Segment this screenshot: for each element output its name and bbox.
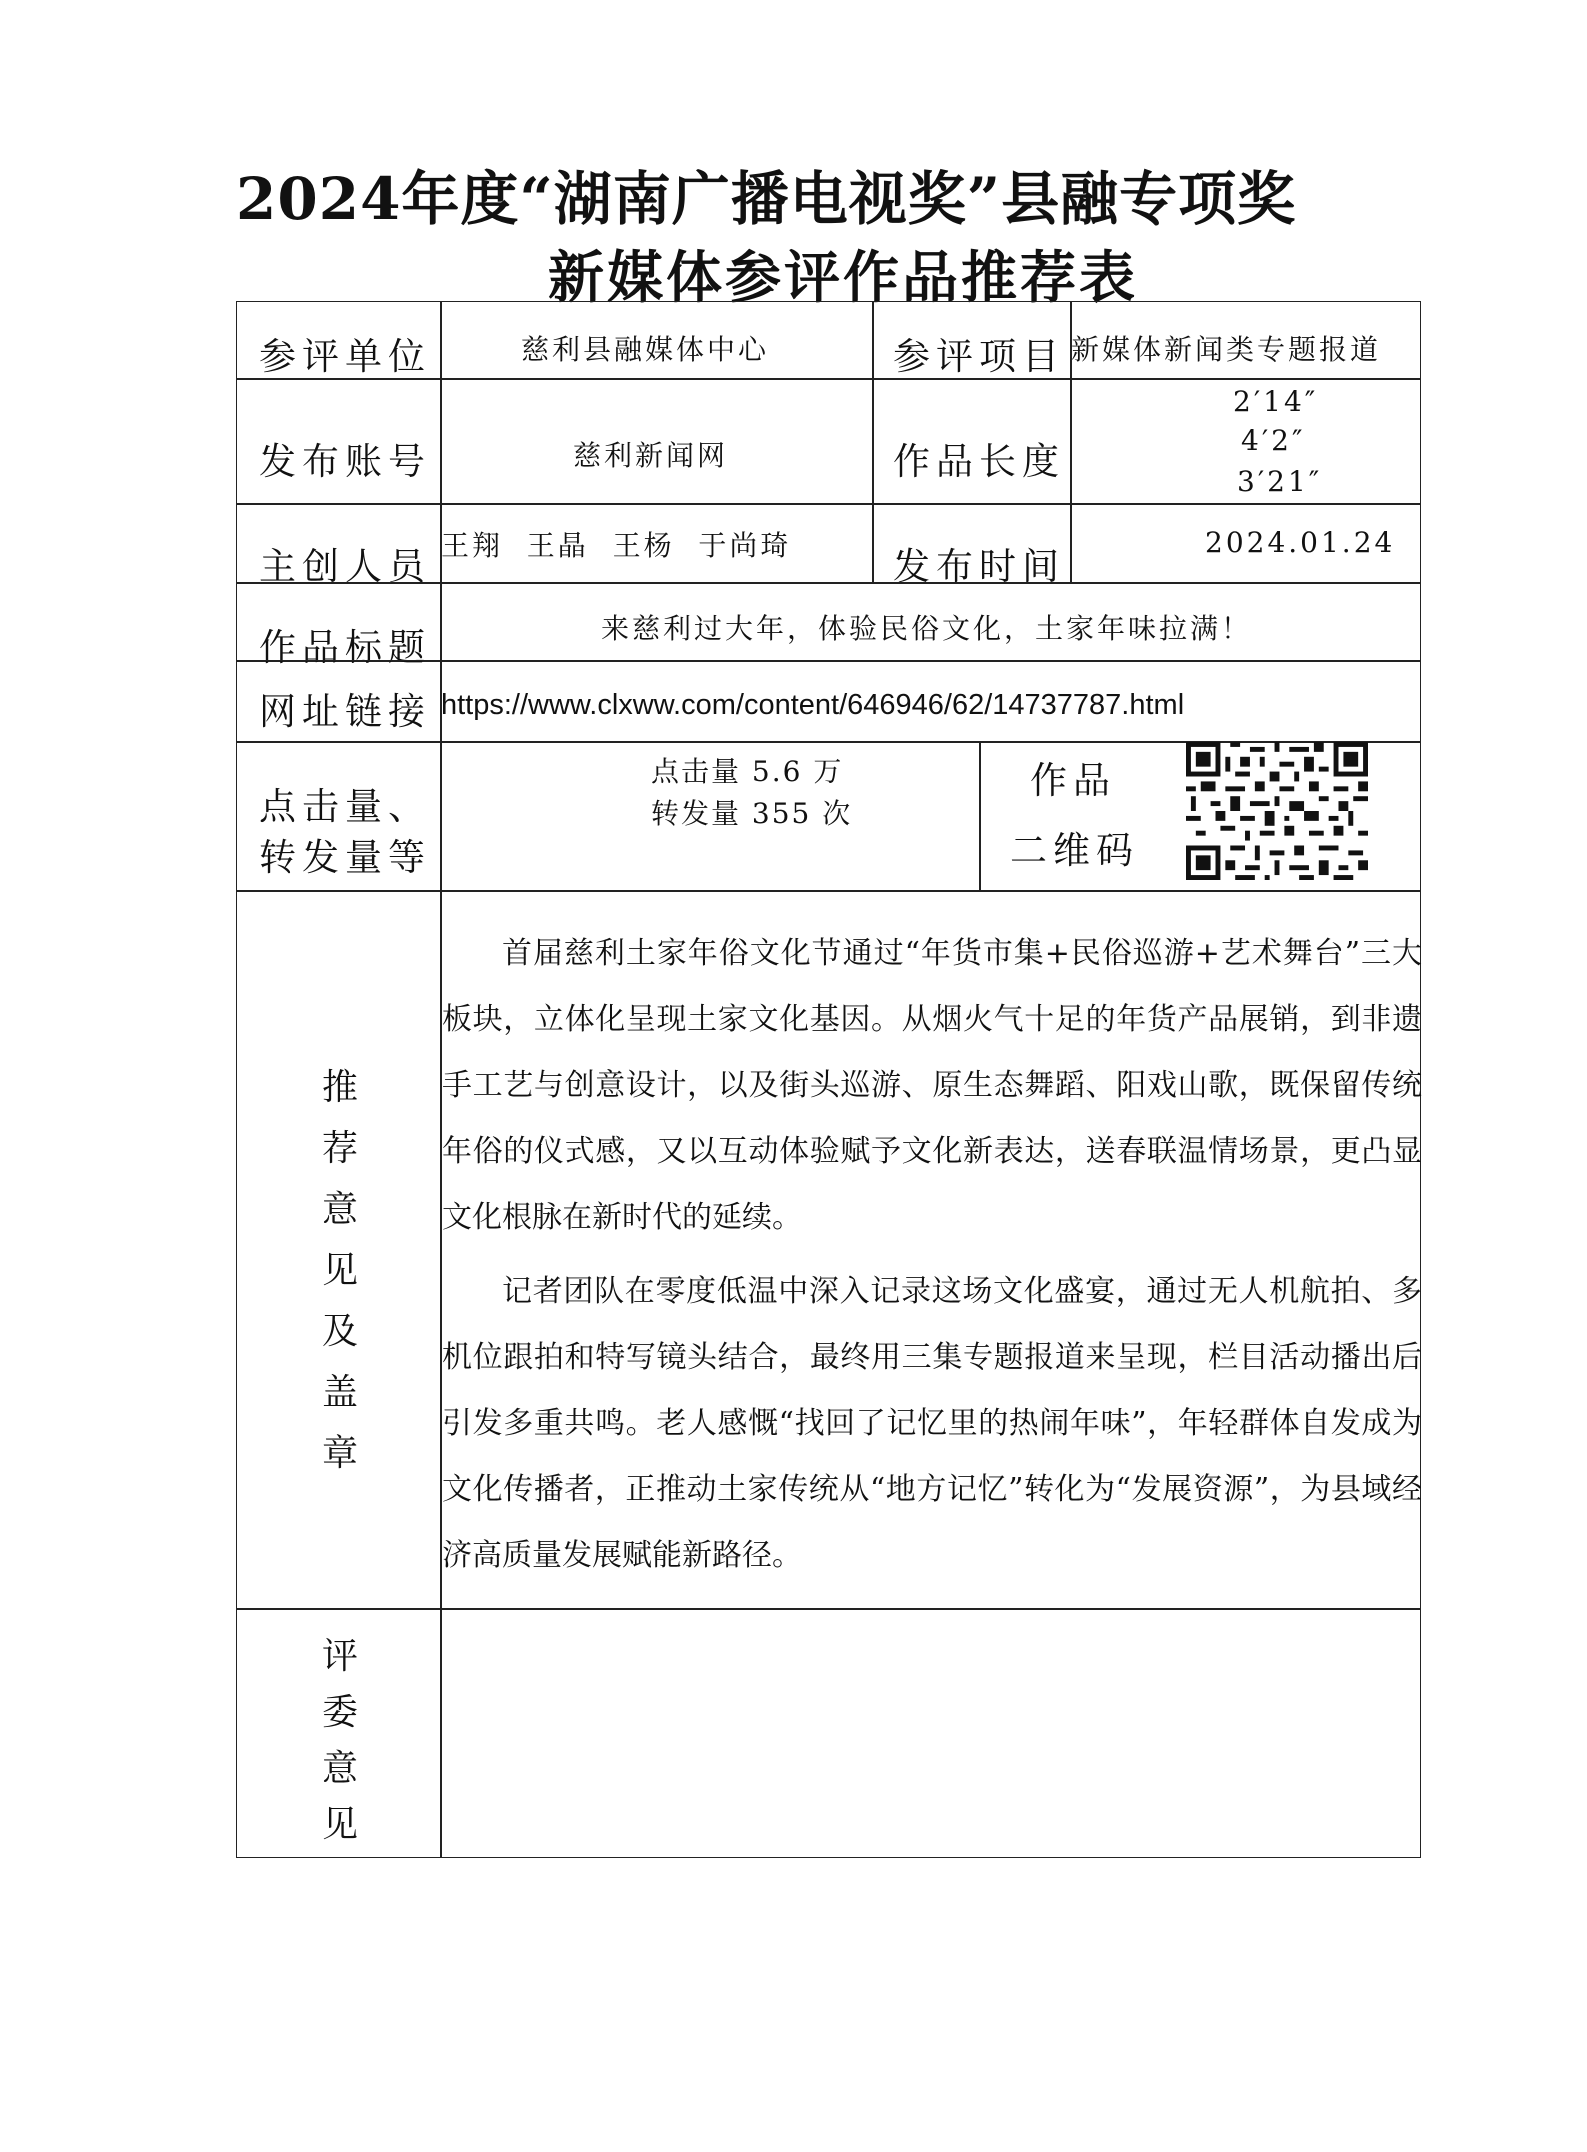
recommend-paragraph-2: 记者团队在零度低温中深入记录这场文化盛宴，通过无人机航拍、多机位跟拍和特写镜头结合，最终用三集专题报道来呈现，栏目活动播出后引发多重共鸣。老人感慨“找回了记忆里的热闹年味”，年轻群体自发成为文化传播者，正推动土家传统从“地方记忆”转化为“发展资源”，为县域经济高质量发展赋能新路径。 xyxy=(442,1274,1422,1573)
project-value-cell xyxy=(1070,301,1421,380)
title-label-cell xyxy=(236,582,442,669)
url-value-cell xyxy=(440,660,1421,743)
review-label-char: 意 xyxy=(321,1748,358,1789)
recommend-label-char: 推 xyxy=(321,1067,358,1108)
publish-value-cell xyxy=(1070,503,1421,584)
qr-label-line1: 作品 xyxy=(1030,759,1116,802)
title-value: 来慈利过大年，体验民俗文化，土家年味拉满！ xyxy=(601,612,1253,645)
recommend-label-char: 荐 xyxy=(321,1128,358,1169)
url-label-cell xyxy=(236,660,442,743)
length-value-3: 3′21″ xyxy=(1237,465,1323,498)
recommendation-form xyxy=(236,301,1421,1925)
creators-value: 王翔 王晶 王杨 于尚琦 xyxy=(441,529,792,562)
recommend-label-cell xyxy=(236,890,442,1610)
publish-label: 发布时间 xyxy=(893,545,1065,588)
creators-label: 主创人员 xyxy=(259,545,431,588)
unit-value-cell xyxy=(440,301,874,380)
url-label: 网址链接 xyxy=(259,690,431,733)
recommend-text xyxy=(442,921,1422,1589)
length-label-cell xyxy=(872,378,1072,505)
recommend-paragraph-1: 首届慈利土家年俗文化节通过“年货市集+民俗巡游+艺术舞台”三大板块，立体化呈现土家文化基因。从烟火气十足的年货产品展销，到非遗手工艺与创意设计，以及街头巡游、原生态舞蹈、阳戏山歌，既保留传统年俗的仪式感，又以互动体验赋予文化新表达，送春联温情场景，更凸显文化根脉在新时代的延续。 xyxy=(442,936,1422,1235)
recommend-label-char: 意 xyxy=(321,1189,358,1230)
length-label: 作品长度 xyxy=(893,440,1065,483)
title-label: 作品标题 xyxy=(259,626,431,669)
qr-code-icon xyxy=(1186,742,1368,880)
account-value-cell xyxy=(440,378,874,505)
page-title-line1: 2024年度“湖南广播电视奖”县融专项奖 xyxy=(236,165,1297,233)
publish-label-cell xyxy=(872,503,1072,588)
review-value-cell xyxy=(440,1608,1421,1858)
recommend-label xyxy=(320,1057,360,1484)
review-label xyxy=(320,1629,360,1853)
stats-value-cell xyxy=(440,741,981,892)
recommend-label-char: 见 xyxy=(321,1250,358,1291)
length-value-2: 4′2″ xyxy=(1241,424,1306,457)
publish-value: 2024.01.24 xyxy=(1205,526,1396,559)
qr-label-line2: 二维码 xyxy=(1010,829,1139,872)
account-value: 慈利新闻网 xyxy=(573,439,729,472)
page-title-line2: 新媒体参评作品推荐表 xyxy=(548,245,1138,311)
review-label-cell xyxy=(236,1608,442,1858)
title-value-cell xyxy=(440,582,1421,662)
creators-label-cell xyxy=(236,503,442,588)
project-value: 新媒体新闻类专题报道 xyxy=(1071,333,1382,366)
recommend-label-char: 及 xyxy=(321,1311,358,1352)
review-label-char: 委 xyxy=(321,1692,358,1733)
project-label-cell xyxy=(872,301,1072,380)
shares-value: 转发量 355 次 xyxy=(651,797,853,830)
unit-label: 参评单位 xyxy=(259,335,431,378)
url-link[interactable]: https://www.clxww.com/content/646946/62/14737787.html xyxy=(441,689,1185,721)
stats-label-line1: 点击量、 xyxy=(259,785,431,828)
unit-label-cell xyxy=(236,301,442,380)
clicks-value: 点击量 5.6 万 xyxy=(651,755,844,788)
recommend-label-char: 章 xyxy=(321,1433,358,1474)
creators-value-cell xyxy=(440,503,874,584)
unit-value: 慈利县融媒体中心 xyxy=(521,333,770,366)
account-label: 发布账号 xyxy=(259,440,431,483)
length-value-cell xyxy=(1070,378,1421,505)
stats-label-line2: 转发量等 xyxy=(259,836,431,879)
review-label-char: 见 xyxy=(321,1804,358,1845)
stats-label-cell xyxy=(236,741,442,892)
account-label-cell xyxy=(236,378,442,505)
project-label: 参评项目 xyxy=(893,335,1065,378)
length-value-1: 2′14″ xyxy=(1233,385,1319,418)
recommend-label-char: 盖 xyxy=(321,1372,358,1413)
review-label-char: 评 xyxy=(321,1636,358,1677)
